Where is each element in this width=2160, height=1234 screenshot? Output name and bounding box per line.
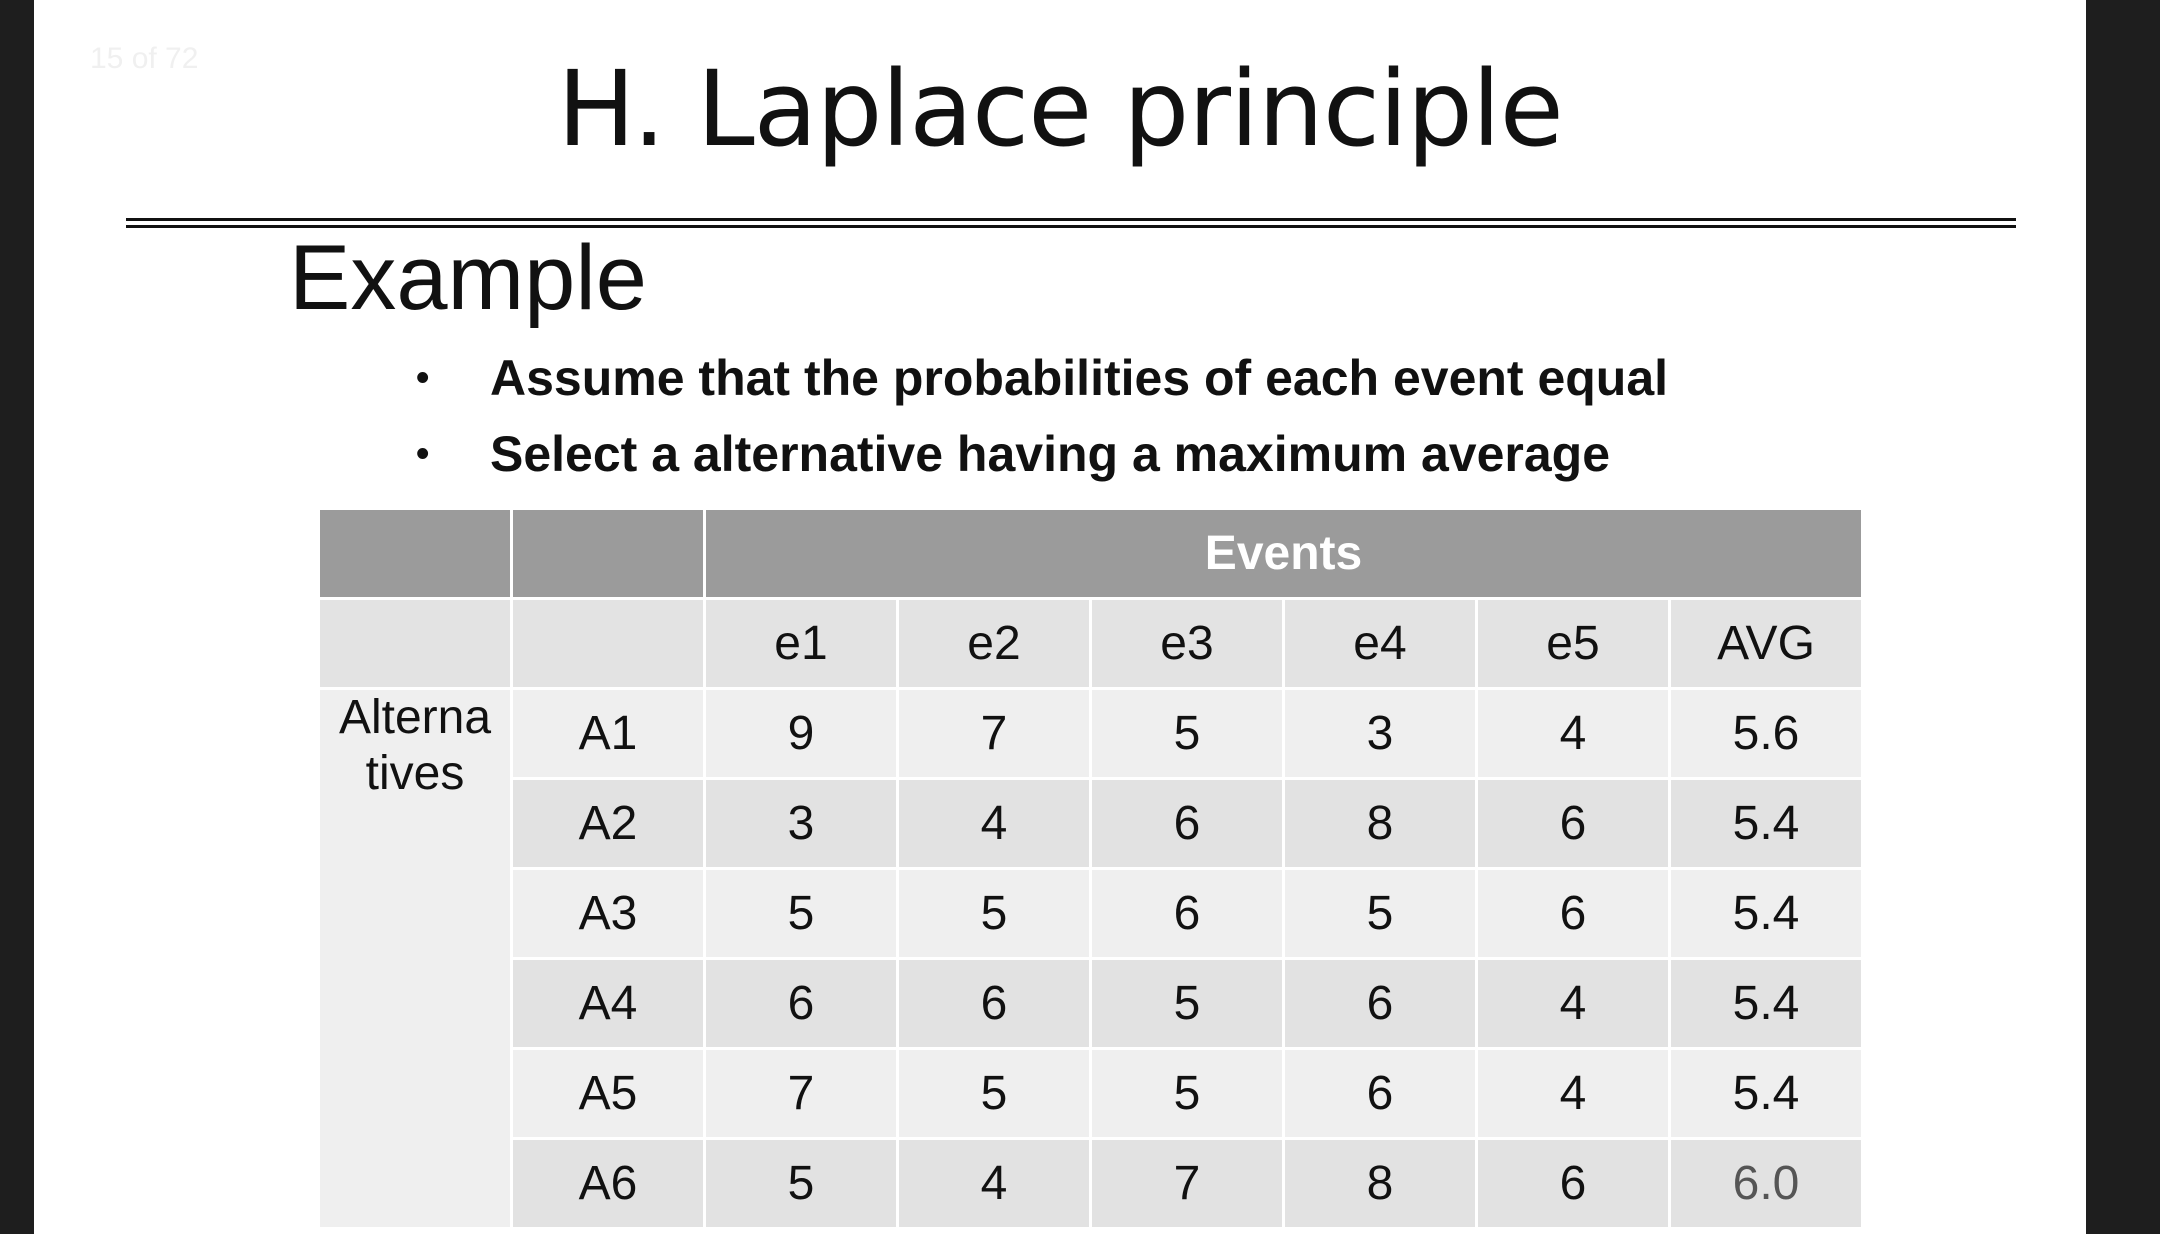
cell-value: 6 [1284, 959, 1477, 1049]
cell-value: 5 [898, 869, 1091, 959]
page-counter: 15 of 72 [90, 42, 199, 75]
row-label: A5 [512, 1049, 705, 1139]
table-row [319, 689, 1863, 779]
cell-value: 6 [1091, 779, 1284, 869]
avg-value: 5.4 [1670, 959, 1863, 1049]
bullet-text: Assume that the probabilities of each event equal [490, 350, 1669, 406]
cell-value: 9 [705, 689, 898, 779]
table-row [319, 959, 1863, 1049]
section-heading: Example [289, 227, 647, 329]
avg-value: 6.0 [1670, 1139, 1863, 1229]
cell-value: 5 [1284, 869, 1477, 959]
table-row [319, 1139, 1863, 1229]
events-header: Events [705, 509, 1863, 599]
alternatives-label-line: Alterna [338, 691, 492, 744]
bullet-text: Select a alternative having a maximum average [490, 426, 1610, 482]
bullet-dot-icon: • [416, 357, 430, 399]
cell-value: 4 [1477, 959, 1670, 1049]
column-header-avg: AVG [1670, 599, 1863, 689]
cell-value: 5 [1091, 689, 1284, 779]
row-label: A6 [512, 1139, 705, 1229]
avg-value: 5.6 [1670, 689, 1863, 779]
slide-title: H. Laplace principle [557, 48, 1563, 170]
cell-value: 4 [1477, 689, 1670, 779]
bullet-list [404, 346, 1668, 498]
column-header-e3: e3 [1091, 599, 1284, 689]
subheader-blank-cell [512, 599, 705, 689]
table-row [319, 869, 1863, 959]
table-row [319, 779, 1863, 869]
cell-value: 6 [705, 959, 898, 1049]
cell-value: 5 [898, 1049, 1091, 1139]
cell-value: 5 [705, 869, 898, 959]
column-header-row [319, 599, 1863, 689]
slide [34, 0, 2086, 1234]
cell-value: 7 [1091, 1139, 1284, 1229]
column-header-e1: e1 [705, 599, 898, 689]
header-blank-cell [512, 509, 705, 599]
column-header-e4: e4 [1284, 599, 1477, 689]
row-label: A3 [512, 869, 705, 959]
avg-value: 5.4 [1670, 1049, 1863, 1139]
row-label: A4 [512, 959, 705, 1049]
alternatives-label [319, 689, 512, 1229]
avg-value: 5.4 [1670, 779, 1863, 869]
cell-value: 4 [898, 1139, 1091, 1229]
header-blank-cell [319, 509, 512, 599]
cell-value: 8 [1284, 1139, 1477, 1229]
cell-value: 7 [705, 1049, 898, 1139]
row-label: A2 [512, 779, 705, 869]
cell-value: 5 [1091, 1049, 1284, 1139]
column-header-e5: e5 [1477, 599, 1670, 689]
cell-value: 6 [1284, 1049, 1477, 1139]
cell-value: 3 [1284, 689, 1477, 779]
events-header-row [319, 509, 1863, 599]
title-divider-top [126, 218, 2016, 221]
alternatives-label-line: tives [365, 747, 465, 800]
cell-value: 8 [1284, 779, 1477, 869]
cell-value: 3 [705, 779, 898, 869]
avg-value: 5.4 [1670, 869, 1863, 959]
cell-value: 6 [1477, 869, 1670, 959]
subheader-blank-cell [319, 599, 512, 689]
cell-value: 5 [1091, 959, 1284, 1049]
cell-value: 7 [898, 689, 1091, 779]
cell-value: 6 [898, 959, 1091, 1049]
cell-value: 6 [1477, 1139, 1670, 1229]
bullet-item [404, 346, 1668, 422]
cell-value: 4 [898, 779, 1091, 869]
bullet-dot-icon: • [416, 433, 430, 475]
cell-value: 6 [1477, 779, 1670, 869]
payoff-table [317, 507, 1864, 1230]
cell-value: 5 [705, 1139, 898, 1229]
cell-value: 6 [1091, 869, 1284, 959]
row-label: A1 [512, 689, 705, 779]
cell-value: 4 [1477, 1049, 1670, 1139]
bullet-item [404, 422, 1668, 498]
column-header-e2: e2 [898, 599, 1091, 689]
table-row [319, 1049, 1863, 1139]
